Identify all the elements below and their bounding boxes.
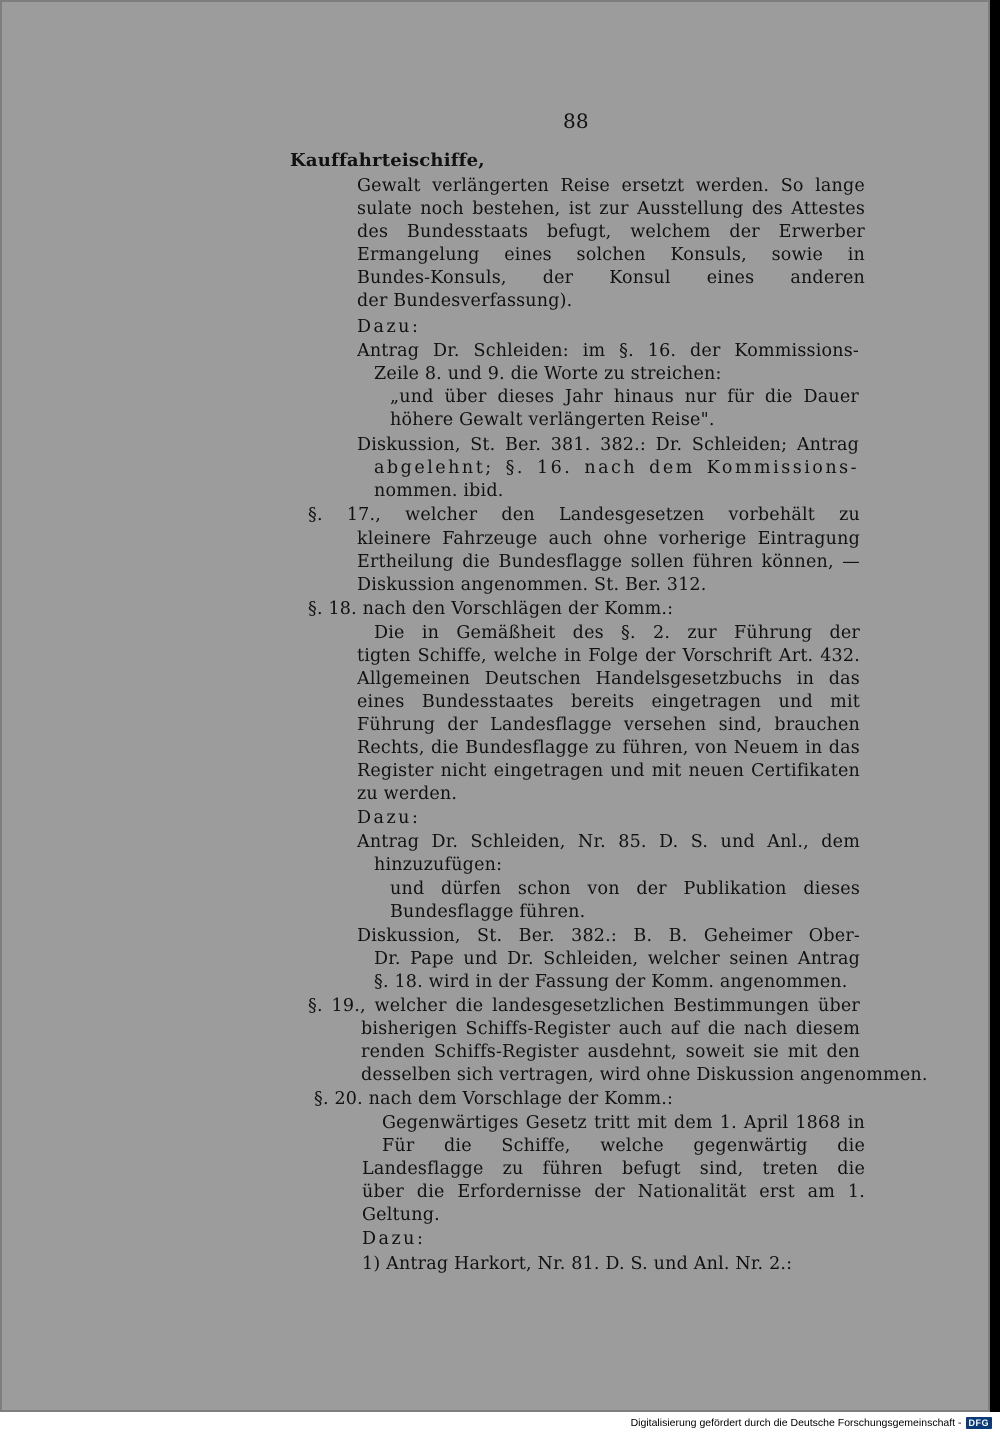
text-line: Für die Schiffe, welche gegenwärtig die <box>382 1136 865 1156</box>
text-line: Dazu: <box>357 808 421 828</box>
text-line: Gegenwärtiges Gesetz tritt mit dem 1. April 1868 in <box>382 1113 865 1133</box>
text-line: eines Bundesstaates bereits eingetragen und mit <box>357 692 860 712</box>
text-line: bisherigen Schiffs-Register auch auf die nach diesem <box>361 1019 860 1039</box>
text-line: Diskussion, St. Ber. 381. 382.: Dr. Schleiden; Antrag <box>357 435 859 455</box>
text-line: tigten Schiffe, welche in Folge der Vorschrift Art. 432. <box>357 646 860 666</box>
text-line: und dürfen schon von der Publikation dieses <box>390 879 860 899</box>
text-line: sulate noch bestehen, ist zur Ausstellung des Attestes <box>357 199 865 219</box>
text-line: Diskussion angenommen. St. Ber. 312. <box>357 575 707 595</box>
footer <box>631 1413 992 1432</box>
text-line: Dr. Pape und Dr. Schleiden, welcher seinen Antrag <box>374 949 860 969</box>
text-line: Ermangelung eines solchen Konsuls, sowie in <box>357 245 865 265</box>
text-line: 1) Antrag Harkort, Nr. 81. D. S. und Anl. Nr. 2.: <box>362 1254 793 1274</box>
text-line: nommen. ibid. <box>374 481 504 501</box>
page-number: 88 <box>563 109 589 133</box>
dfg-logo: DFG <box>966 1417 993 1429</box>
text-line: über die Erfordernisse der Nationalität erst am 1. <box>362 1182 865 1202</box>
text-line: kleinere Fahrzeuge auch ohne vorherige Eintragung <box>357 529 860 549</box>
text-line: Dazu: <box>357 317 421 337</box>
text-line: Landesflagge zu führen befugt sind, treten die <box>362 1159 865 1179</box>
footer-credit: Digitalisierung gefördert durch die Deutsche Forschungsgemeinschaft - <box>630 1416 962 1429</box>
text-line: Diskussion, St. Ber. 382.: B. B. Geheimer Ober- <box>357 926 860 946</box>
text-line: Rechts, die Bundesflagge zu führen, von Neuem in das <box>357 738 860 758</box>
text-line: Dazu: <box>362 1229 426 1249</box>
text-line: abgelehnt; §. 16. nach dem Kommissions- <box>374 458 859 478</box>
text-line: §. 19., welcher die landesgesetzlichen Bestimmungen über <box>308 996 860 1016</box>
text-line: „und über dieses Jahr hinaus nur für die Dauer <box>390 387 859 407</box>
text-line: Geltung. <box>362 1205 440 1225</box>
text-line: §. 18. nach den Vorschlägen der Komm.: <box>308 599 674 619</box>
text-line: Allgemeinen Deutschen Handelsgesetzbuchs in das <box>357 669 860 689</box>
text-line: Führung der Landesflagge versehen sind, brauchen <box>357 715 860 735</box>
text-line: des Bundesstaats befugt, welchem der Erwerber <box>357 222 865 242</box>
text-line: höhere Gewalt verlängerten Reise". <box>390 410 715 430</box>
text-line: zu werden. <box>357 784 458 804</box>
text-line: Ertheilung die Bundesflagge sollen führen können, — <box>357 552 860 572</box>
text-line: hinzuzufügen: <box>374 855 503 875</box>
text-line: Bundesflagge führen. <box>390 902 586 922</box>
text-line: Register nicht eingetragen und mit neuen Certifikaten <box>357 761 860 781</box>
text-line: Antrag Dr. Schleiden: im §. 16. der Kommissions- <box>357 341 859 361</box>
text-line: Die in Gemäßheit des §. 2. zur Führung der <box>374 623 860 643</box>
scan-edge <box>990 0 1000 1412</box>
text-line: §. 20. nach dem Vorschlage der Komm.: <box>314 1089 674 1109</box>
text-line: der Bundesverfassung). <box>357 291 573 311</box>
text-line: Antrag Dr. Schleiden, Nr. 85. D. S. und Anl., dem <box>357 832 860 852</box>
text-line: §. 17., welcher den Landesgesetzen vorbehält zu <box>308 505 860 525</box>
text-line: Bundes-Konsuls, der Konsul eines anderen <box>357 268 865 288</box>
text-line: §. 18. wird in der Fassung der Komm. angenommen. <box>374 972 848 992</box>
text-line: renden Schiffs-Register ausdehnt, soweit sie mit den <box>361 1042 860 1062</box>
text-line: Zeile 8. und 9. die Worte zu streichen: <box>374 364 722 384</box>
text-line: desselben sich vertragen, wird ohne Diskussion angenommen. <box>361 1065 928 1085</box>
running-heading: Kauffahrteischiffe, <box>290 150 485 171</box>
text-line: Gewalt verlängerten Reise ersetzt werden. So lange <box>357 176 865 196</box>
